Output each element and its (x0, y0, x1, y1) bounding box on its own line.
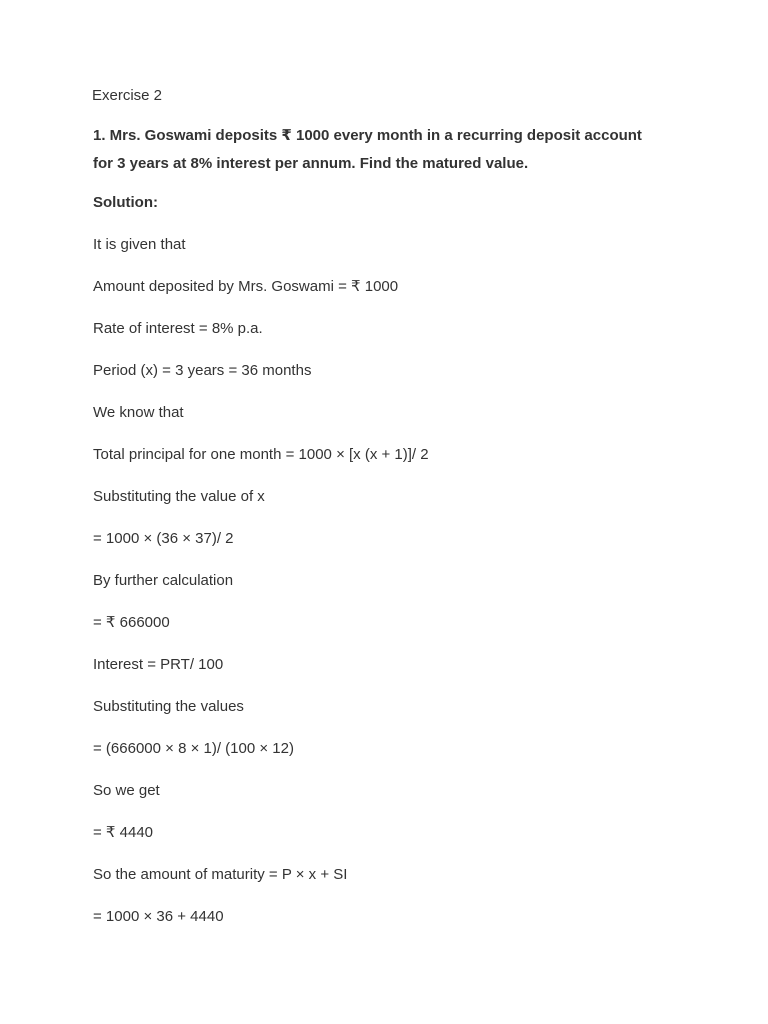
question-line: 1. Mrs. Goswami deposits ₹ 1000 every month in a recurring deposit account (93, 127, 642, 144)
solution-line: = 1000 × 36 + 4440 (93, 908, 224, 925)
solution-line: It is given that (93, 236, 186, 253)
solution-label: Solution: (93, 194, 158, 211)
solution-line: Interest = PRT/ 100 (93, 656, 224, 673)
question-line: for 3 years at 8% interest per annum. Find the matured value. (93, 154, 529, 172)
solution-line: By further calculation (93, 572, 234, 589)
solution-line: Total principal for one month = 1000 × [x (x + 1)]/ 2 (93, 446, 429, 463)
solution-line: Period (x) = 3 years = 36 months (93, 362, 312, 379)
question-text (93, 122, 693, 177)
solution-line: So we get (93, 782, 160, 799)
solution-line: Substituting the value of x (93, 488, 265, 505)
solution-line: = ₹ 4440 (93, 824, 154, 841)
solution-line: So the amount of maturity = P × x + SI (93, 866, 348, 883)
exercise-heading: Exercise 2 (92, 87, 163, 104)
solution-line: Substituting the values (93, 698, 244, 715)
solution-line: = (666000 × 8 × 1)/ (100 × 12) (93, 740, 294, 757)
solution-line: Amount deposited by Mrs. Goswami = ₹ 1000 (93, 278, 399, 295)
solution-line: We know that (93, 404, 184, 421)
solution-line: = ₹ 666000 (93, 614, 170, 631)
solution-line: Rate of interest = 8% p.a. (93, 320, 263, 337)
solution-line: = 1000 × (36 × 37)/ 2 (93, 530, 234, 547)
